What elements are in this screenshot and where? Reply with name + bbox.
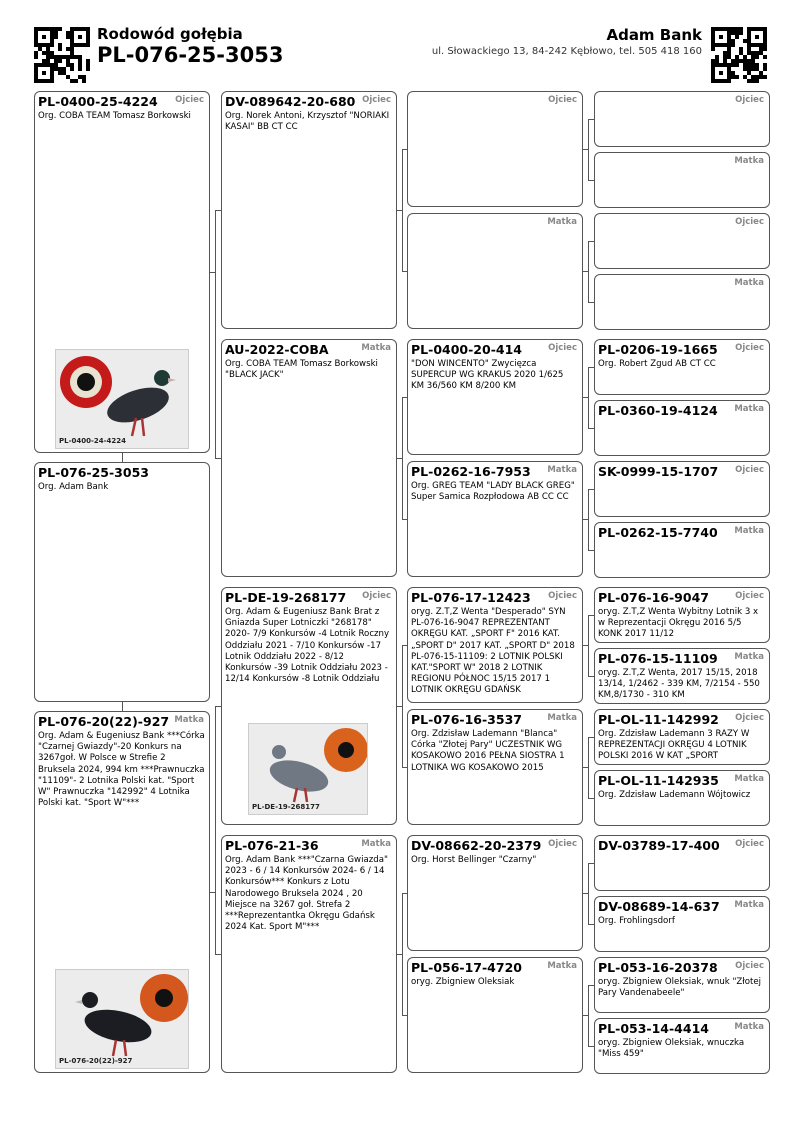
description: Org. Adam Bank	[38, 482, 109, 492]
pigeon-ring-title: PL-076-25-3053	[97, 43, 284, 67]
ring-number: PL-0400-25-4224	[38, 94, 158, 109]
ring-number: PL-0262-16-7953	[411, 464, 531, 479]
pedigree-box	[407, 587, 583, 703]
ring-number: PL-076-21-36	[225, 838, 319, 853]
ring-number: PL-076-17-12423	[411, 590, 531, 605]
pedigree-box	[594, 1018, 770, 1074]
ring-label: Ojciec	[175, 95, 204, 105]
pedigree-box	[594, 896, 770, 952]
ring-number: PL-DE-19-268177	[225, 590, 347, 605]
ring-number: DV-03789-17-400	[598, 838, 720, 853]
document-title: Rodowód gołębia	[97, 25, 243, 43]
pigeon-photo	[248, 723, 368, 815]
connector-line	[588, 924, 594, 925]
ring-number: PL-OL-11-142935	[598, 773, 719, 788]
connector-line	[402, 519, 407, 520]
pedigree-box	[221, 587, 397, 825]
photo-caption: PL-0400-24-4224	[59, 437, 127, 445]
connector-line	[122, 453, 123, 462]
connector-line	[402, 149, 407, 150]
ring-label: Matka	[361, 343, 391, 353]
ring-label: Ojciec	[548, 343, 577, 353]
ring-number: SK-0999-15-1707	[598, 464, 719, 479]
connector-line	[588, 180, 594, 181]
breeder-address: ul. Słowackiego 13, 84-242 Kębłowo, tel. 505 418 160	[431, 46, 702, 57]
pedigree-box	[594, 648, 770, 704]
connector-line	[402, 1015, 407, 1016]
connector-line	[402, 149, 403, 271]
connector-line	[588, 737, 589, 798]
pedigree-box	[407, 339, 583, 455]
connector-line	[402, 893, 407, 894]
ring-label: Matka	[734, 1022, 764, 1032]
qr-code-left	[34, 27, 90, 83]
pedigree-box	[407, 213, 583, 329]
description: oryg. Z.T,Z Wenta "Desperado" SYN PL-076-16-9047 REPREZENTANT OKRĘGU KAT. „SPORT F" 2016 KAT. „SPORT D" 2017 KAT. „SPORT D" 2018 PL-076-15-11109: 2 LOTNIK POLSKI KAT."SPORT W" 2018 2 LOTNIK REGIONU PÓŁNOC 15/15 2017 1 LOTNIK OKRĘGU GDAŃSK	[411, 607, 575, 696]
ring-label: Matka	[734, 652, 764, 662]
pedigree-box	[594, 461, 770, 517]
ring-number: DV-089642-20-680	[225, 94, 356, 109]
ring-label: Ojciec	[735, 713, 764, 723]
connector-line	[588, 367, 594, 368]
pedigree-box	[221, 835, 397, 1073]
pedigree-box-subject	[34, 462, 210, 702]
ring-label: Matka	[734, 526, 764, 536]
connector-line	[588, 550, 594, 551]
ring-label: Matka	[734, 900, 764, 910]
pedigree-box-sire	[34, 91, 210, 453]
pedigree-box	[594, 957, 770, 1013]
ring-number: PL-0360-19-4124	[598, 403, 718, 418]
pedigree-box	[594, 274, 770, 330]
connector-line	[402, 767, 407, 768]
connector-line	[588, 1046, 594, 1047]
connector-line	[588, 241, 589, 302]
ring-label: Ojciec	[735, 343, 764, 353]
ring-number: PL-0400-20-414	[411, 342, 522, 357]
ring-number: DV-08662-20-2379	[411, 838, 542, 853]
description: Org. Horst Bellinger "Czarny"	[411, 855, 537, 865]
pigeon-image	[56, 350, 189, 449]
ring-number: PL-076-16-9047	[598, 590, 709, 605]
photo-caption: PL-DE-19-268177	[252, 803, 320, 811]
connector-line	[122, 702, 123, 711]
pedigree-box	[407, 461, 583, 577]
pedigree-box	[594, 339, 770, 395]
description: Org. Adam & Eugeniusz Bank Brat z Gniazda Super Lotniczki "268178" 2020- 7/9 Konkursów -4 Lotnik Roczny Oddziału 2021 - 7/10 Konkursów -17 Lotnik Oddziału 2022 - 8/12 Konkursów -39 Lotnik Oddziału 2023 - 12/14 Konkursów -8 Lotnik Oddziału	[225, 607, 390, 685]
connector-line	[402, 397, 407, 398]
ring-label: Matka	[547, 465, 577, 475]
ring-label: Ojciec	[362, 591, 391, 601]
connector-line	[215, 706, 216, 954]
description: Org. Frohlingsdorf	[598, 916, 675, 926]
description: Org. GREG TEAM "LADY BLACK GREG" Super Samica Rozpłodowa AB CC CC	[411, 481, 575, 503]
connector-line	[588, 241, 594, 242]
ring-number: AU-2022-COBA	[225, 342, 329, 357]
pedigree-box	[407, 957, 583, 1073]
ring-number: PL-076-15-11109	[598, 651, 718, 666]
pedigree-box	[407, 709, 583, 825]
description: oryg. Z.T,Z Wenta Wybitny Lotnik 3 x w Reprezentacji Okręgu 2016 5/5 KONK 2017 11/12	[598, 607, 759, 640]
ring-label: Matka	[547, 961, 577, 971]
description: oryg. Zbigniew Oleksiak	[411, 977, 515, 987]
pedigree-box	[594, 400, 770, 456]
ring-label: Matka	[361, 839, 391, 849]
description: Org. Zdzisław Lademann Wójtowicz	[598, 790, 751, 800]
connector-line	[588, 676, 594, 677]
breeder-name: Adam Bank	[606, 26, 702, 44]
connector-line	[588, 737, 594, 738]
pedigree-box	[221, 91, 397, 329]
pedigree-box	[594, 152, 770, 208]
connector-line	[215, 706, 221, 707]
description: Org. Adam Bank ***"Czarna Gwiazda" 2023 - 6 / 14 Konkursów 2024- 6 / 14 Konkursów*** Konkurs z Lotu Narodowego Bruksela 2024 , 20 Miejsce na 3267 goł. Strefa 2 ***Reprezentantka Okręgu Gdańsk 2024 Kat. Sport M"***	[225, 855, 388, 933]
ring-number: PL-053-14-4414	[598, 1021, 709, 1036]
pigeon-photo	[55, 349, 189, 449]
ring-label: Matka	[547, 713, 577, 723]
connector-line	[402, 271, 407, 272]
pedigree-box	[594, 835, 770, 891]
connector-line	[588, 367, 589, 428]
connector-line	[588, 615, 594, 616]
connector-line	[588, 119, 594, 120]
ring-label: Matka	[734, 774, 764, 784]
connector-line	[215, 210, 221, 211]
pigeon-image	[56, 970, 189, 1069]
ring-number: PL-053-16-20378	[598, 960, 718, 975]
description: Org. Robert Zgud AB CT CC	[598, 359, 716, 369]
connector-line	[588, 489, 594, 490]
description: Org. COBA TEAM Tomasz Borkowski	[38, 111, 191, 121]
ring-label: Ojciec	[735, 217, 764, 227]
pedigree-box-dam	[34, 711, 210, 1073]
description: Org. Zdzisław Lademann "Blanca" Córka "Złotej Pary" UCZESTNIK WG KOSAKOWO 2016 PEŁNA SIOSTRA 1 LOTNIKA WG KOSAKOWO 2015	[411, 729, 565, 773]
ring-number: DV-08689-14-637	[598, 899, 720, 914]
pedigree-box	[594, 770, 770, 826]
ring-number: PL-076-25-3053	[38, 465, 149, 480]
description: oryg. Zbigniew Oleksiak, wnuczka "Miss 459"	[598, 1038, 745, 1060]
connector-line	[402, 397, 403, 519]
connector-line	[402, 645, 407, 646]
ring-label: Matka	[734, 404, 764, 414]
pigeon-image	[249, 724, 368, 815]
ring-number: PL-OL-11-142992	[598, 712, 719, 727]
pedigree-box	[594, 587, 770, 643]
ring-number: PL-076-20(22)-927	[38, 714, 170, 729]
connector-line	[588, 985, 589, 1046]
ring-label: Matka	[734, 278, 764, 288]
pedigree-box	[594, 709, 770, 765]
pedigree-box	[407, 91, 583, 207]
connector-line	[588, 428, 594, 429]
connector-line	[588, 489, 589, 550]
description: oryg. Zbigniew Oleksiak, wnuk "Złotej Pary Vandenabeele"	[598, 977, 762, 999]
ring-number: PL-0206-19-1665	[598, 342, 718, 357]
ring-label: Ojciec	[735, 591, 764, 601]
photo-caption: PL-076-20(22)-927	[59, 1057, 133, 1065]
pedigree-box	[594, 91, 770, 147]
pedigree-box	[594, 213, 770, 269]
description: Org. Zdzisław Lademann 3 RAZY W REPREZENTACJI OKRĘGU 4 LOTNIK POLSKI 2016 W KAT „SPORT	[598, 729, 750, 762]
ring-label: Ojciec	[548, 95, 577, 105]
ring-label: Matka	[174, 715, 204, 725]
pedigree-box	[221, 339, 397, 577]
ring-number: PL-056-17-4720	[411, 960, 522, 975]
connector-line	[402, 645, 403, 767]
connector-line	[588, 863, 589, 924]
connector-line	[215, 210, 216, 458]
description: "DON WINCENTO" Zwycięzca SUPERCUP WG KRAKUS 2020 1/625 KM 36/560 KM 8/200 KM	[411, 359, 564, 392]
description: Org. COBA TEAM Tomasz Borkowski "BLACK JACK"	[225, 359, 378, 381]
pedigree-box	[594, 522, 770, 578]
ring-label: Ojciec	[362, 95, 391, 105]
ring-label: Ojciec	[735, 961, 764, 971]
ring-label: Matka	[547, 217, 577, 227]
ring-label: Ojciec	[548, 839, 577, 849]
qr-code-right	[711, 27, 767, 83]
ring-label: Ojciec	[735, 95, 764, 105]
connector-line	[588, 615, 589, 676]
pigeon-photo	[55, 969, 189, 1069]
description: Org. Adam & Eugeniusz Bank ***Córka "Czarnej Gwiazdy"-20 Konkurs na 3267goł. W Polsce w Strefie 2 Bruksela 2024, 994 km ***Prawnuczka "11109"- 2 Lotnika Polski kat. "Sport W" Prawnuczka "142992" 4 Lotnika Polski kat. "Sport W"***	[38, 731, 205, 809]
ring-label: Ojciec	[548, 591, 577, 601]
ring-label: Ojciec	[735, 465, 764, 475]
connector-line	[588, 302, 594, 303]
connector-line	[402, 893, 403, 1015]
pedigree-box	[407, 835, 583, 951]
connector-line	[588, 798, 594, 799]
ring-number: PL-0262-15-7740	[598, 525, 718, 540]
connector-line	[215, 954, 221, 955]
ring-number: PL-076-16-3537	[411, 712, 522, 727]
description: Org. Norek Antoni, Krzysztof "NORIAKI KASAI" BB CT CC	[225, 111, 390, 133]
ring-label: Matka	[734, 156, 764, 166]
ring-label: Ojciec	[735, 839, 764, 849]
connector-line	[588, 119, 589, 180]
connector-line	[588, 985, 594, 986]
connector-line	[215, 458, 221, 459]
connector-line	[588, 863, 594, 864]
description: oryg. Z.T,Z Wenta, 2017 15/15, 2018 13/14, 1/2462 - 339 KM, 7/2154 - 550 KM,8/1730 - 310 KM	[598, 668, 760, 701]
